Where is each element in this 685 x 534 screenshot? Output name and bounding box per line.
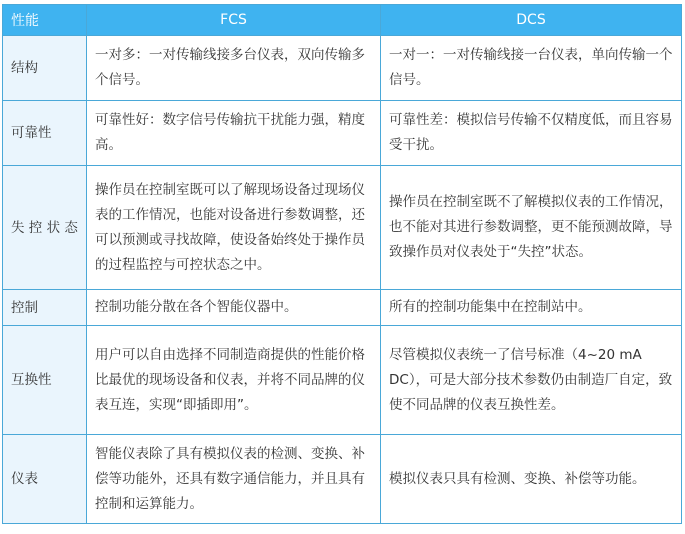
- table-row: [3, 290, 682, 326]
- dcs-cell: 模拟仪表只具有检测、变换、补偿等功能。: [381, 435, 682, 524]
- fcs-cell: 可靠性好：数字信号传输抗干扰能力强，精度高。: [87, 101, 381, 166]
- table-row: [3, 326, 682, 435]
- table-header: [3, 5, 682, 36]
- header-dcs: DCS: [381, 5, 682, 36]
- row-attribute: 失 控 状 态: [3, 166, 87, 290]
- header-attribute: 性能: [3, 5, 87, 36]
- table-row: [3, 166, 682, 290]
- row-attribute: 互换性: [3, 326, 87, 435]
- table-row: [3, 435, 682, 524]
- fcs-cell: 控制功能分散在各个智能仪器中。: [87, 290, 381, 326]
- table-body: [3, 36, 682, 524]
- fcs-cell: 操作员在控制室既可以了解现场设备过现场仪表的工作情况，也能对设备进行参数调整，还可以预测或寻找故障，使设备始终处于操作员的过程监控与可控状态之中。: [87, 166, 381, 290]
- comparison-table-container: [2, 4, 681, 524]
- dcs-cell: 所有的控制功能集中在控制站中。: [381, 290, 682, 326]
- fcs-dcs-comparison-table: [2, 4, 682, 524]
- fcs-cell: 智能仪表除了具有模拟仪表的检测、变换、补偿等功能外，还具有数字通信能力，并且具有控制和运算能力。: [87, 435, 381, 524]
- header-row: [3, 5, 682, 36]
- dcs-cell: 一对一：一对传输线接一台仪表，单向传输一个信号。: [381, 36, 682, 101]
- dcs-cell: 尽管模拟仪表统一了信号标准（4~20 mA DC），可是大部分技术参数仍由制造厂自定，致使不同品牌的仪表互换性差。: [381, 326, 682, 435]
- table-row: [3, 36, 682, 101]
- dcs-cell: 操作员在控制室既不了解模拟仪表的工作情况，也不能对其进行参数调整，更不能预测故障，导致操作员对仪表处于“失控”状态。: [381, 166, 682, 290]
- table-row: [3, 101, 682, 166]
- row-attribute: 结构: [3, 36, 87, 101]
- header-fcs: FCS: [87, 5, 381, 36]
- row-attribute: 控制: [3, 290, 87, 326]
- dcs-cell: 可靠性差：模拟信号传输不仅精度低，而且容易受干扰。: [381, 101, 682, 166]
- fcs-cell: 一对多：一对传输线接多台仪表，双向传输多个信号。: [87, 36, 381, 101]
- row-attribute: 仪表: [3, 435, 87, 524]
- row-attribute: 可靠性: [3, 101, 87, 166]
- fcs-cell: 用户可以自由选择不同制造商提供的性能价格比最优的现场设备和仪表，并将不同品牌的仪表互连，实现“即插即用”。: [87, 326, 381, 435]
